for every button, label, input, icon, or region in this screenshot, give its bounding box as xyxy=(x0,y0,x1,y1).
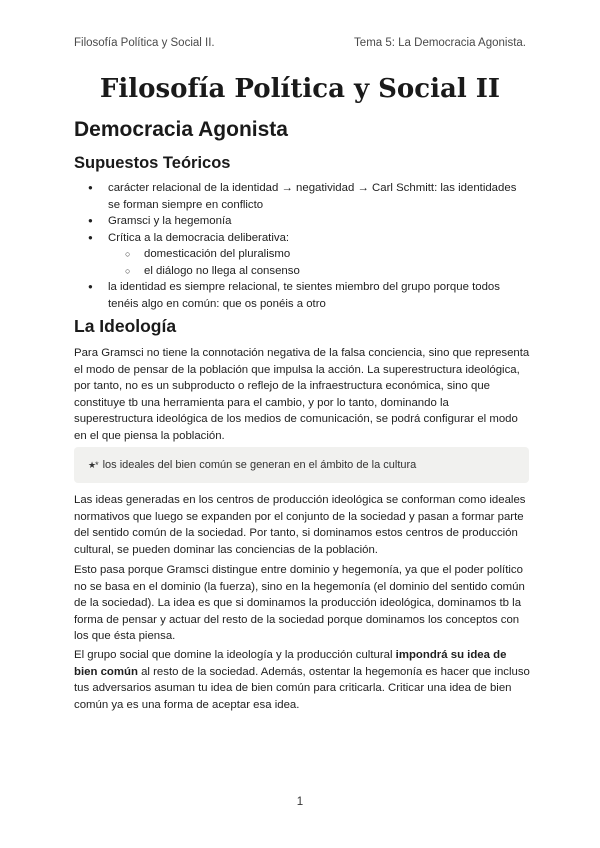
paragraph-4-end: al resto de la sociedad. Además, ostentar la hegemonía es hacer que incluso tus adversarios asuman tu idea de bien común para criticarla. Criticar una idea de bien común ya es una forma de aceptar esa idea. xyxy=(74,665,530,711)
sub-list-item: ○ domesticación del pluralismo xyxy=(108,246,530,263)
sub-list-item: ○ el diálogo no llega al consenso xyxy=(108,263,530,280)
supuestos-list xyxy=(74,180,530,312)
sub-list xyxy=(108,246,530,279)
document-title: Filosofía Política y Social II xyxy=(99,74,501,104)
paragraph-1: Para Gramsci no tiene la connotación negativa de la falsa conciencia, sino que representa el modo de pensar de la población que impulsa la acción. La superestructura ideológica, por tanto, no es un subproducto o reflejo de la infraestructura económica, sino que constituye tb una herramienta para el cambio, y por lo tanto, dominando la superestructura ideológica de los medios de comunicación, se podrá configurar el modo en el que piensa la población. xyxy=(74,347,530,442)
callout-text: los ideales del bien común se generan en el ámbito de la cultura xyxy=(102,459,417,471)
ideologia-heading: La Ideología xyxy=(74,316,177,336)
star-icon: ★* xyxy=(88,459,98,470)
paragraph-4 xyxy=(74,647,530,713)
callout-box xyxy=(74,447,529,483)
page-number: 1 xyxy=(296,796,304,808)
list-item xyxy=(74,230,530,280)
paragraph-3: Esto pasa porque Gramsci distingue entre dominio y hegemonía, ya que el poder político no se basa en el dominio (la fuerza), sino en la hegemonía (el dominio del sentido común de la sociedad). La idea es que si dominamos la producción ideológica, dominamos tb la forma de pensar y actuar del resto de la sociedad porque dominamos los conceptos con los que ésta piensa. xyxy=(74,564,525,642)
header-left: Filosofía Política y Social II. xyxy=(74,37,215,49)
running-header xyxy=(74,37,526,49)
supuestos-heading: Supuestos Teóricos xyxy=(74,154,231,172)
header-right: Tema 5: La Democracia Agonista. xyxy=(354,37,526,49)
list-item: ● carácter relacional de la identidad → negatividad → Carl Schmitt: las identidades se forman siempre en conflicto xyxy=(74,180,530,213)
section-title: Democracia Agonista xyxy=(74,118,288,141)
list-item: ● Gramsci y la hegemonía xyxy=(74,213,530,230)
list-item-text: Crítica a la democracia deliberativa: xyxy=(108,231,290,244)
list-item: ● la identidad es siempre relacional, te sientes miembro del grupo porque todos tenéis algo en común: que os ponéis a otro xyxy=(74,279,530,312)
paragraph-2: Las ideas generadas en los centros de producción ideológica se conforman como ideales normativos que luego se expanden por el conjunto de la sociedad y pasan a formar parte del sentido común de la sociedad. Por tanto, si dominamos estos centros de producción cultural, se pueden dominar las conciencias de la población. xyxy=(74,494,526,556)
paragraph-4-bold: impondrá su idea de bien común xyxy=(74,649,507,678)
paragraph-4-start: El grupo social que domine la ideología y la producción cultural xyxy=(74,649,396,661)
